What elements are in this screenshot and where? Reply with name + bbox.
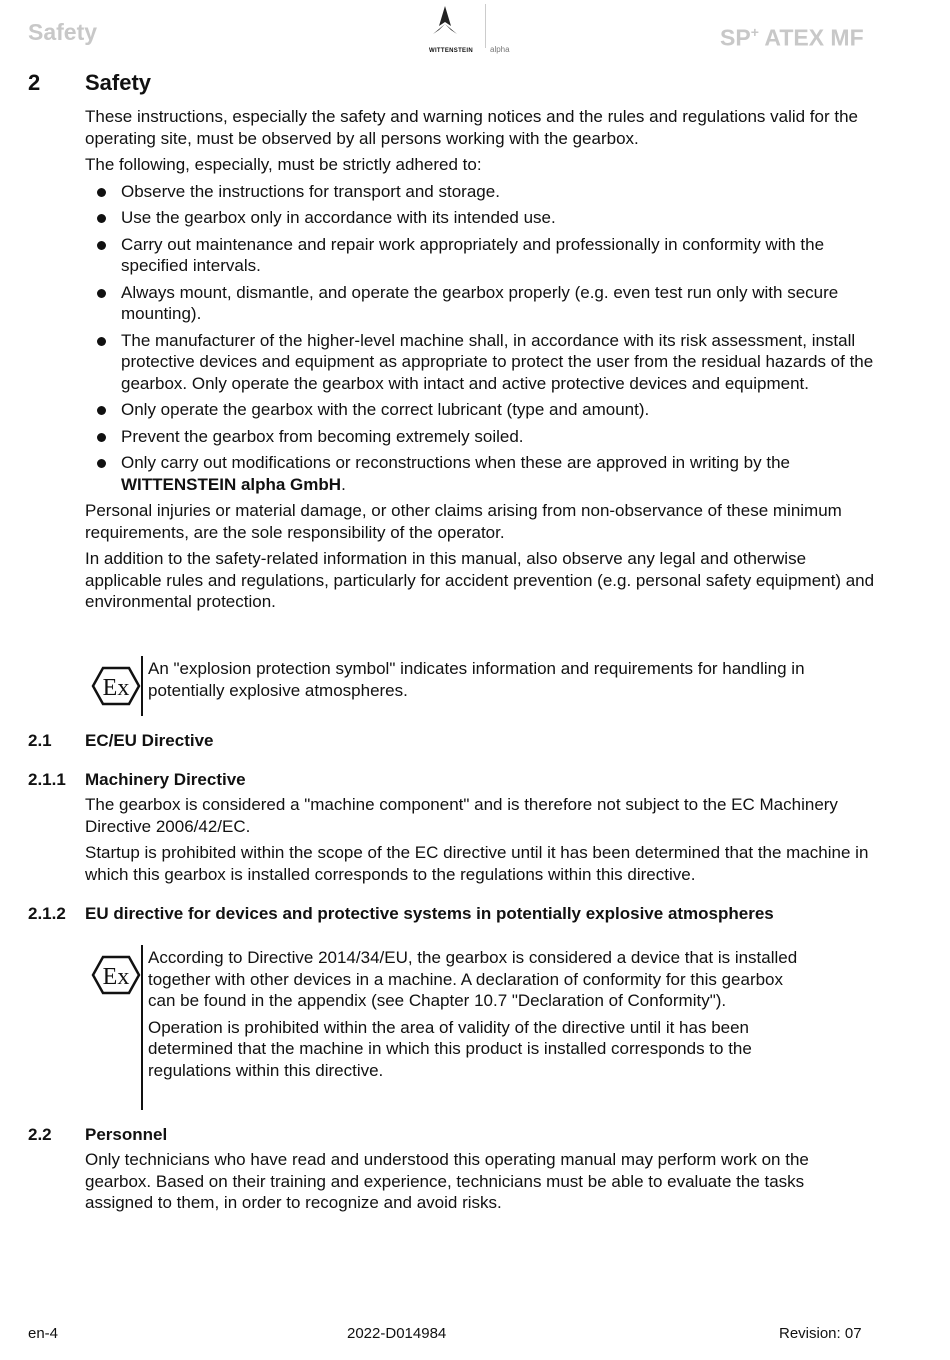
section-number: 2.2 bbox=[28, 1125, 52, 1144]
list-item bbox=[85, 399, 875, 421]
intro-paragraph: These instructions, especially the safety and warning notices and the rules and regulations valid for the operating site, must be observed by all persons working with the gearbox. bbox=[85, 107, 859, 148]
paragraph: According to Directive 2014/34/EU, the gearbox is considered a device that is installed together with other devices in a machine. A declaration of conformity for this gearbox can be found in the appendix (see Chapter 10.7 "Declaration of Conformity"). bbox=[148, 948, 798, 1010]
paragraph: Operation is prohibited within the area of validity of the directive until it has been determined that the machine in which this product is installed corresponds to the regulations within this directive. bbox=[148, 1017, 752, 1080]
document-number: 2022-D014984 bbox=[347, 1325, 447, 1342]
product-name: SP bbox=[720, 24, 751, 51]
list-item bbox=[85, 181, 875, 203]
explosion-protection-icon bbox=[91, 955, 141, 995]
list-item bbox=[85, 207, 875, 229]
header-section-title: Safety bbox=[28, 19, 98, 45]
section-number: 2.1.2 bbox=[28, 904, 66, 923]
wittenstein-logo bbox=[425, 4, 525, 54]
section-title: Personnel bbox=[85, 1125, 168, 1144]
list-item bbox=[85, 426, 875, 448]
ex-note bbox=[85, 656, 875, 716]
personnel-body bbox=[85, 1149, 875, 1219]
product-suffix: ATEX MF bbox=[758, 24, 864, 51]
chapter-title: Safety bbox=[85, 70, 152, 95]
list-item-text: Always mount, dismantle, and operate the gearbox properly (e.g. even test run only with secure mounting). bbox=[121, 282, 839, 323]
logo-mark-icon bbox=[425, 4, 465, 40]
machinery-body bbox=[85, 794, 875, 890]
list-item bbox=[85, 282, 875, 325]
bullet-icon bbox=[97, 459, 106, 468]
note-divider bbox=[141, 945, 143, 1110]
list-item-text: Use the gearbox only in accordance with its intended use. bbox=[121, 208, 556, 227]
list-item-end: . bbox=[341, 474, 346, 494]
section-title: EU directive for devices and protective systems in potentially explosive atmospheres bbox=[85, 904, 774, 923]
section-title: EC/EU Directive bbox=[85, 731, 214, 750]
list-item-text: The manufacturer of the higher-level machine shall, in accordance with its risk assessment, install protective devices and equipment as appropriate to protect the user from the residual hazards of the gearbox. Only operate the gearbox with intact and active protective devices and equipment. bbox=[121, 330, 874, 393]
paragraph: Startup is prohibited within the scope of the EC directive until it has been determined that the machine in which this gearbox is installed corresponds to the regulations within this directive. bbox=[85, 843, 869, 884]
list-item bbox=[85, 452, 875, 495]
header-product bbox=[720, 22, 864, 49]
list-item-text: Carry out maintenance and repair work appropriately and professionally in conformity with the specified intervals. bbox=[121, 234, 825, 275]
list-item bbox=[85, 330, 875, 395]
svg-text:Ex: Ex bbox=[102, 675, 130, 701]
list-item-text: Observe the instructions for transport and storage. bbox=[121, 181, 500, 201]
regulations-paragraph: In addition to the safety-related information in this manual, also observe any legal and otherwise applicable rules and regulations, particularly for accident prevention (e.g. personal safety equipment) and environmental protection. bbox=[85, 549, 875, 611]
bullet-icon bbox=[97, 188, 106, 197]
note-divider bbox=[141, 656, 143, 716]
logo-brand: WITTENSTEIN bbox=[429, 48, 473, 54]
list-item-text: Prevent the gearbox from becoming extremely soiled. bbox=[121, 426, 524, 446]
responsibility-paragraph: Personal injuries or material damage, or other claims arising from non-observance of these minimum requirements, are the sole responsibility of the operator. bbox=[85, 501, 842, 542]
safety-body bbox=[85, 106, 875, 618]
intro-lead: The following, especially, must be strictly adhered to: bbox=[85, 155, 482, 174]
logo-sub: alpha bbox=[490, 45, 510, 54]
product-sup: + bbox=[750, 24, 759, 40]
bullet-icon bbox=[97, 337, 106, 346]
svg-text:Ex: Ex bbox=[102, 964, 130, 990]
list-item bbox=[85, 234, 875, 277]
explosion-protection-icon bbox=[91, 666, 141, 706]
ex-note-text: An "explosion protection symbol" indicates information and requirements for handling in potentially explosive atmospheres. bbox=[148, 659, 805, 700]
paragraph: The gearbox is considered a "machine component" and is therefore not subject to the EC Machinery Directive 2006/42/EC. bbox=[85, 795, 838, 836]
section-number: 2.1 bbox=[28, 731, 52, 750]
list-item-text: Only carry out modifications or reconstructions when these are approved in writing by the bbox=[121, 453, 790, 472]
bullet-icon bbox=[97, 289, 106, 298]
list-item-text: Only operate the gearbox with the correct lubricant (type and amount). bbox=[121, 400, 650, 419]
atex-note bbox=[85, 945, 875, 1110]
section-number: 2.1.1 bbox=[28, 770, 66, 789]
section-title: Machinery Directive bbox=[85, 770, 246, 789]
bullet-icon bbox=[97, 406, 106, 415]
bullet-icon bbox=[97, 241, 106, 250]
rules-list bbox=[85, 181, 875, 496]
bullet-icon bbox=[97, 433, 106, 442]
chapter-number: 2 bbox=[28, 70, 41, 95]
logo-divider bbox=[485, 4, 486, 48]
page-number: en-4 bbox=[28, 1325, 59, 1342]
bullet-icon bbox=[97, 214, 106, 223]
company-name: WITTENSTEIN alpha GmbH bbox=[121, 474, 342, 494]
paragraph: Only technicians who have read and understood this operating manual may perform work on the gearbox. Based on their training and experience, technicians must be able to evaluate the tasks assigned to them, in order to recognize and avoid risks. bbox=[85, 1150, 809, 1212]
revision: Revision: 07 bbox=[779, 1325, 862, 1342]
atex-note-text bbox=[148, 947, 808, 1086]
